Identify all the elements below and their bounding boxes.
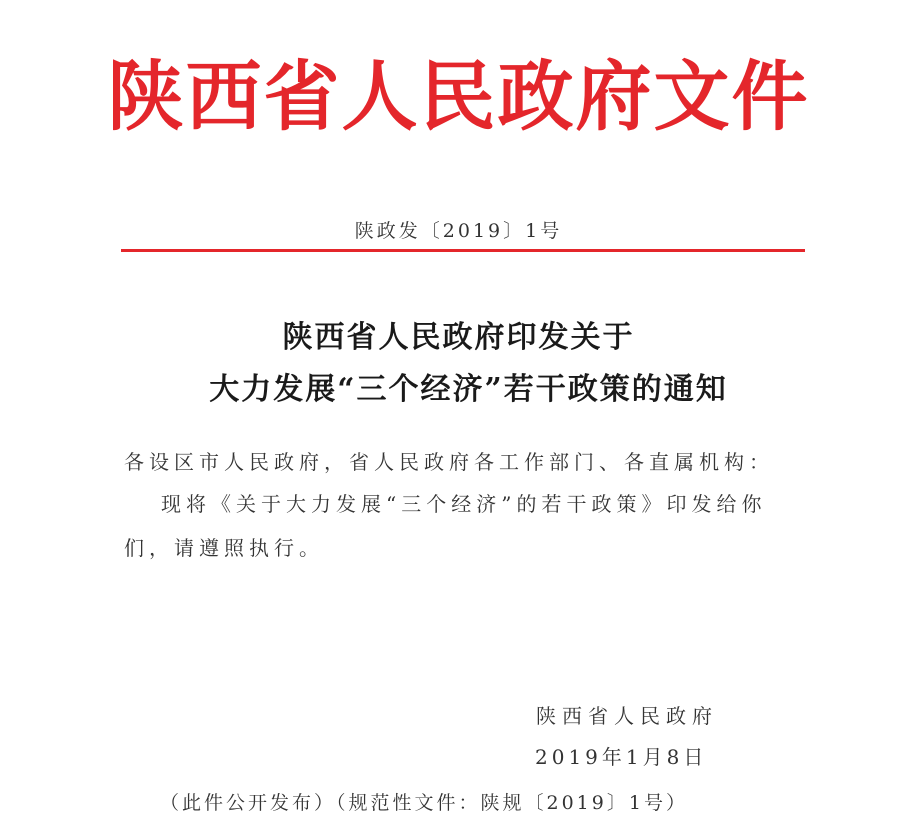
document-number: 陕政发〔2019〕1号 [354, 220, 563, 242]
body-paragraph-line-2: 们，请遵照执行。 [124, 536, 324, 560]
issue-date: 2019年1月8日 [535, 745, 708, 769]
body-paragraph-line-1: 现将《关于大力发展“三个经济”的若干政策》印发给你 [161, 492, 767, 516]
publication-note: （此件公开发布）（规范性文件：陕规〔2019〕1号） [160, 792, 688, 814]
issuer-signature: 陕西省人民政府 [536, 704, 718, 728]
issuing-authority-header: 陕西省人民政府文件 [107, 52, 810, 141]
notice-title-line-2: 大力发展“三个经济”若干政策的通知 [209, 372, 728, 407]
red-divider-line [121, 249, 805, 252]
addressee-line: 各设区市人民政府，省人民政府各工作部门、各直属机构： [124, 450, 774, 474]
notice-title-line-1: 陕西省人民政府印发关于 [282, 320, 635, 355]
